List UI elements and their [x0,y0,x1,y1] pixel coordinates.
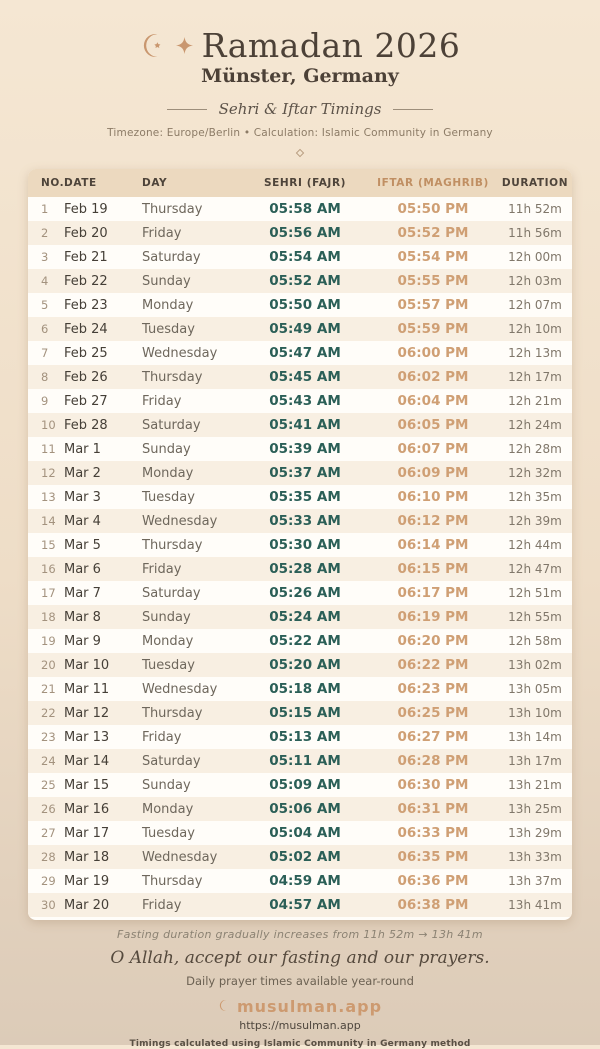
iftar-time-cell: 06:35 PM [397,849,469,865]
sehri-time-cell: 05:56 AM [269,225,341,241]
duration-cell: 11h 52m [508,202,562,216]
table-row [28,821,572,845]
date-cell: Feb 19 [64,201,108,217]
row-number-cell: 19 [41,634,56,648]
duration-cell: 12h 51m [508,586,562,600]
date-cell: Feb 27 [64,393,108,409]
date-cell: Feb 20 [64,225,108,241]
day-cell: Monday [142,801,194,817]
date-cell: Feb 26 [64,369,108,385]
row-number-cell: 5 [41,298,49,312]
table-row [28,749,572,773]
brand-row [0,997,600,1016]
iftar-time-cell: 06:20 PM [397,633,469,649]
duration-cell: 12h 35m [508,490,562,504]
sehri-time-cell: 05:22 AM [269,633,341,649]
day-cell: Thursday [142,537,203,553]
row-number-cell: 23 [41,730,56,744]
sehri-time-cell: 05:58 AM [269,201,341,217]
date-cell: Mar 8 [64,609,101,625]
column-header-date: DATE [64,177,97,189]
duration-cell: 12h 00m [508,250,562,264]
table-row [28,653,572,677]
sehri-time-cell: 05:28 AM [269,561,341,577]
page-header [0,0,600,156]
table-row [28,485,572,509]
iftar-time-cell: 06:09 PM [397,465,469,481]
date-cell: Mar 10 [64,657,110,673]
sehri-time-cell: 05:02 AM [269,849,341,865]
iftar-time-cell: 06:27 PM [397,729,469,745]
iftar-time-cell: 06:04 PM [397,393,469,409]
duration-cell: 13h 33m [508,850,562,864]
column-header-sehri: SEHRI (FAJR) [263,177,347,189]
duration-cell: 12h 21m [508,394,562,408]
fasting-duration-note: Fasting duration gradually increases from 11h 52m → 13h 41m [117,928,483,941]
iftar-time-cell: 06:14 PM [397,537,469,553]
date-cell: Feb 25 [64,345,108,361]
duration-cell: 13h 17m [508,754,562,768]
table-row [28,413,572,437]
table-row [28,245,572,269]
iftar-time-cell: 06:33 PM [397,825,469,841]
day-cell: Friday [142,561,182,577]
duration-cell: 12h 39m [508,514,562,528]
row-number-cell: 25 [41,778,56,792]
dua-text: O Allah, accept our fasting and our prayers. [110,948,490,968]
duration-cell: 12h 55m [508,610,562,624]
sehri-time-cell: 05:37 AM [269,465,341,481]
iftar-time-cell: 06:36 PM [397,873,469,889]
column-header-duration: DURATION [501,177,569,189]
date-cell: Mar 15 [64,777,110,793]
sehri-time-cell: 05:09 AM [269,777,341,793]
sehri-time-cell: 05:54 AM [269,249,341,265]
day-cell: Tuesday [142,825,195,841]
date-cell: Mar 1 [64,441,101,457]
iftar-time-cell: 06:23 PM [397,681,469,697]
duration-cell: 12h 32m [508,466,562,480]
date-cell: Feb 23 [64,297,108,313]
location-subtitle: Münster, Germany [201,65,399,87]
date-cell: Mar 18 [64,849,110,865]
date-cell: Mar 4 [64,513,101,529]
page-footer [0,928,600,1049]
duration-cell: 12h 10m [508,322,562,336]
table-row [28,533,572,557]
date-cell: Mar 6 [64,561,101,577]
timezone-calculation-meta: Timezone: Europe/Berlin • Calculation: Islamic Community in Germany [107,127,493,139]
divider-line-right [393,109,433,110]
day-cell: Tuesday [142,657,195,673]
timetable-card [28,169,572,920]
row-number-cell: 13 [41,490,56,504]
row-number-cell: 8 [41,370,49,384]
row-number-cell: 2 [41,226,49,240]
day-cell: Thursday [142,201,203,217]
day-cell: Friday [142,729,182,745]
sehri-time-cell: 05:20 AM [269,657,341,673]
table-header-row [28,169,572,197]
table-row [28,845,572,869]
day-cell: Sunday [142,609,191,625]
sehri-time-cell: 05:50 AM [269,297,341,313]
date-cell: Mar 5 [64,537,101,553]
iftar-time-cell: 06:02 PM [397,369,469,385]
duration-cell: 12h 03m [508,274,562,288]
day-cell: Monday [142,297,194,313]
iftar-time-cell: 06:00 PM [397,345,469,361]
iftar-time-cell: 06:30 PM [397,777,469,793]
date-cell: Feb 21 [64,249,108,265]
sehri-time-cell: 05:11 AM [269,753,341,769]
iftar-time-cell: 06:38 PM [397,897,469,913]
row-number-cell: 1 [41,202,49,216]
iftar-time-cell: 06:12 PM [397,513,469,529]
sehri-time-cell: 05:39 AM [269,441,341,457]
duration-cell: 11h 56m [508,226,562,240]
sehri-time-cell: 05:26 AM [269,585,341,601]
day-cell: Monday [142,633,194,649]
table-row [28,317,572,341]
row-number-cell: 21 [41,682,56,696]
date-cell: Feb 22 [64,273,108,289]
duration-cell: 12h 07m [508,298,562,312]
iftar-time-cell: 06:10 PM [397,489,469,505]
day-cell: Saturday [142,249,201,265]
table-row [28,605,572,629]
column-header-iftar: IFTAR (MAGHRIB) [377,177,489,189]
row-number-cell: 7 [41,346,49,360]
sehri-time-cell: 05:13 AM [269,729,341,745]
day-cell: Sunday [142,441,191,457]
table-row [28,365,572,389]
duration-cell: 13h 02m [508,658,562,672]
column-header-no: NO. [41,177,65,189]
iftar-time-cell: 06:05 PM [397,417,469,433]
date-cell: Mar 9 [64,633,101,649]
day-cell: Wednesday [142,513,218,529]
day-cell: Thursday [142,873,203,889]
duration-cell: 13h 05m [508,682,562,696]
duration-cell: 12h 47m [508,562,562,576]
table-row [28,197,572,221]
table-row [28,221,572,245]
calculation-method-note: Timings calculated using Islamic Community in Germany method [129,1039,471,1049]
day-cell: Friday [142,393,182,409]
duration-cell: 13h 41m [508,898,562,912]
sehri-time-cell: 04:57 AM [269,897,341,913]
row-number-cell: 30 [41,898,56,912]
table-row [28,797,572,821]
date-cell: Mar 13 [64,729,110,745]
day-cell: Saturday [142,417,201,433]
sehri-time-cell: 05:06 AM [269,801,341,817]
iftar-time-cell: 06:31 PM [397,801,469,817]
row-number-cell: 14 [41,514,56,528]
table-row [28,557,572,581]
table-row [28,773,572,797]
row-number-cell: 22 [41,706,56,720]
row-number-cell: 3 [41,250,49,264]
iftar-time-cell: 06:17 PM [397,585,469,601]
iftar-time-cell: 06:25 PM [397,705,469,721]
day-cell: Thursday [142,369,203,385]
date-cell: Mar 7 [64,585,101,601]
row-number-cell: 17 [41,586,56,600]
row-number-cell: 24 [41,754,56,768]
duration-cell: 12h 13m [508,346,562,360]
table-row [28,629,572,653]
row-number-cell: 12 [41,466,56,480]
duration-cell: 12h 24m [508,418,562,432]
table-row [28,389,572,413]
table-row [28,437,572,461]
row-number-cell: 18 [41,610,56,624]
row-number-cell: 20 [41,658,56,672]
duration-cell: 12h 44m [508,538,562,552]
section-divider [0,100,600,118]
row-number-cell: 16 [41,562,56,576]
availability-note: Daily prayer times available year-round [186,974,414,988]
date-cell: Mar 3 [64,489,101,505]
duration-cell: 13h 21m [508,778,562,792]
sehri-time-cell: 05:04 AM [269,825,341,841]
sehri-time-cell: 05:52 AM [269,273,341,289]
diamond-icon [296,149,304,157]
date-cell: Mar 14 [64,753,110,769]
duration-cell: 12h 17m [508,370,562,384]
duration-cell: 13h 29m [508,826,562,840]
sehri-time-cell: 04:59 AM [269,873,341,889]
iftar-time-cell: 06:19 PM [397,609,469,625]
row-number-cell: 29 [41,874,56,888]
iftar-time-cell: 06:07 PM [397,441,469,457]
title-row [0,26,600,65]
table-row [28,725,572,749]
date-cell: Feb 28 [64,417,108,433]
page-title: Ramadan 2026 [201,26,461,65]
brand-crescent-icon [218,997,231,1016]
date-cell: Mar 2 [64,465,101,481]
day-cell: Wednesday [142,681,218,697]
table-row [28,341,572,365]
date-cell: Mar 20 [64,897,110,913]
row-number-cell: 6 [41,322,49,336]
iftar-time-cell: 06:22 PM [397,657,469,673]
duration-cell: 13h 10m [508,706,562,720]
day-cell: Monday [142,465,194,481]
row-number-cell: 26 [41,802,56,816]
table-row [28,701,572,725]
sehri-time-cell: 05:35 AM [269,489,341,505]
sehri-time-cell: 05:33 AM [269,513,341,529]
row-number-cell: 15 [41,538,56,552]
iftar-time-cell: 05:52 PM [397,225,469,241]
row-number-cell: 4 [41,274,49,288]
crescent-moon-icon [140,32,167,59]
day-cell: Sunday [142,777,191,793]
date-cell: Mar 12 [64,705,110,721]
day-cell: Wednesday [142,849,218,865]
table-row [28,893,572,917]
table-row [28,461,572,485]
table-row [28,677,572,701]
date-cell: Feb 24 [64,321,108,337]
duration-cell: 13h 14m [508,730,562,744]
sehri-time-cell: 05:15 AM [269,705,341,721]
sehri-time-cell: 05:30 AM [269,537,341,553]
row-number-cell: 11 [41,442,56,456]
row-number-cell: 10 [41,418,56,432]
day-cell: Friday [142,225,182,241]
day-cell: Tuesday [142,321,195,337]
sehri-time-cell: 05:41 AM [269,417,341,433]
table-row [28,869,572,893]
sehri-time-cell: 05:43 AM [269,393,341,409]
brand-url: https://musulman.app [239,1019,361,1032]
row-number-cell: 9 [41,394,49,408]
day-cell: Wednesday [142,345,218,361]
day-cell: Friday [142,897,182,913]
date-cell: Mar 17 [64,825,110,841]
table-row [28,269,572,293]
duration-cell: 13h 25m [508,802,562,816]
sehri-time-cell: 05:18 AM [269,681,341,697]
duration-cell: 12h 58m [508,634,562,648]
sehri-time-cell: 05:24 AM [269,609,341,625]
table-row [28,509,572,533]
day-cell: Thursday [142,705,203,721]
iftar-time-cell: 05:57 PM [397,297,469,313]
iftar-time-cell: 05:59 PM [397,321,469,337]
date-cell: Mar 16 [64,801,110,817]
iftar-time-cell: 05:55 PM [397,273,469,289]
sehri-time-cell: 05:45 AM [269,369,341,385]
iftar-time-cell: 06:15 PM [397,561,469,577]
duration-cell: 12h 28m [508,442,562,456]
sparkle-star-icon [176,37,193,54]
row-number-cell: 27 [41,826,56,840]
iftar-time-cell: 05:50 PM [397,201,469,217]
table-row [28,293,572,317]
day-cell: Saturday [142,753,201,769]
iftar-time-cell: 06:28 PM [397,753,469,769]
table-body [28,197,572,917]
day-cell: Sunday [142,273,191,289]
day-cell: Tuesday [142,489,195,505]
iftar-time-cell: 05:54 PM [397,249,469,265]
duration-cell: 13h 37m [508,874,562,888]
date-cell: Mar 11 [64,681,110,697]
brand-name: musulman.app [236,997,383,1016]
sehri-time-cell: 05:49 AM [269,321,341,337]
diamond-decoration-wrap [0,150,600,156]
date-cell: Mar 19 [64,873,110,889]
row-number-cell: 28 [41,850,56,864]
section-title: Sehri & Iftar Timings [218,100,382,118]
column-header-day: DAY [142,177,168,189]
sehri-time-cell: 05:47 AM [269,345,341,361]
divider-line-left [167,109,207,110]
table-row [28,581,572,605]
day-cell: Saturday [142,585,201,601]
